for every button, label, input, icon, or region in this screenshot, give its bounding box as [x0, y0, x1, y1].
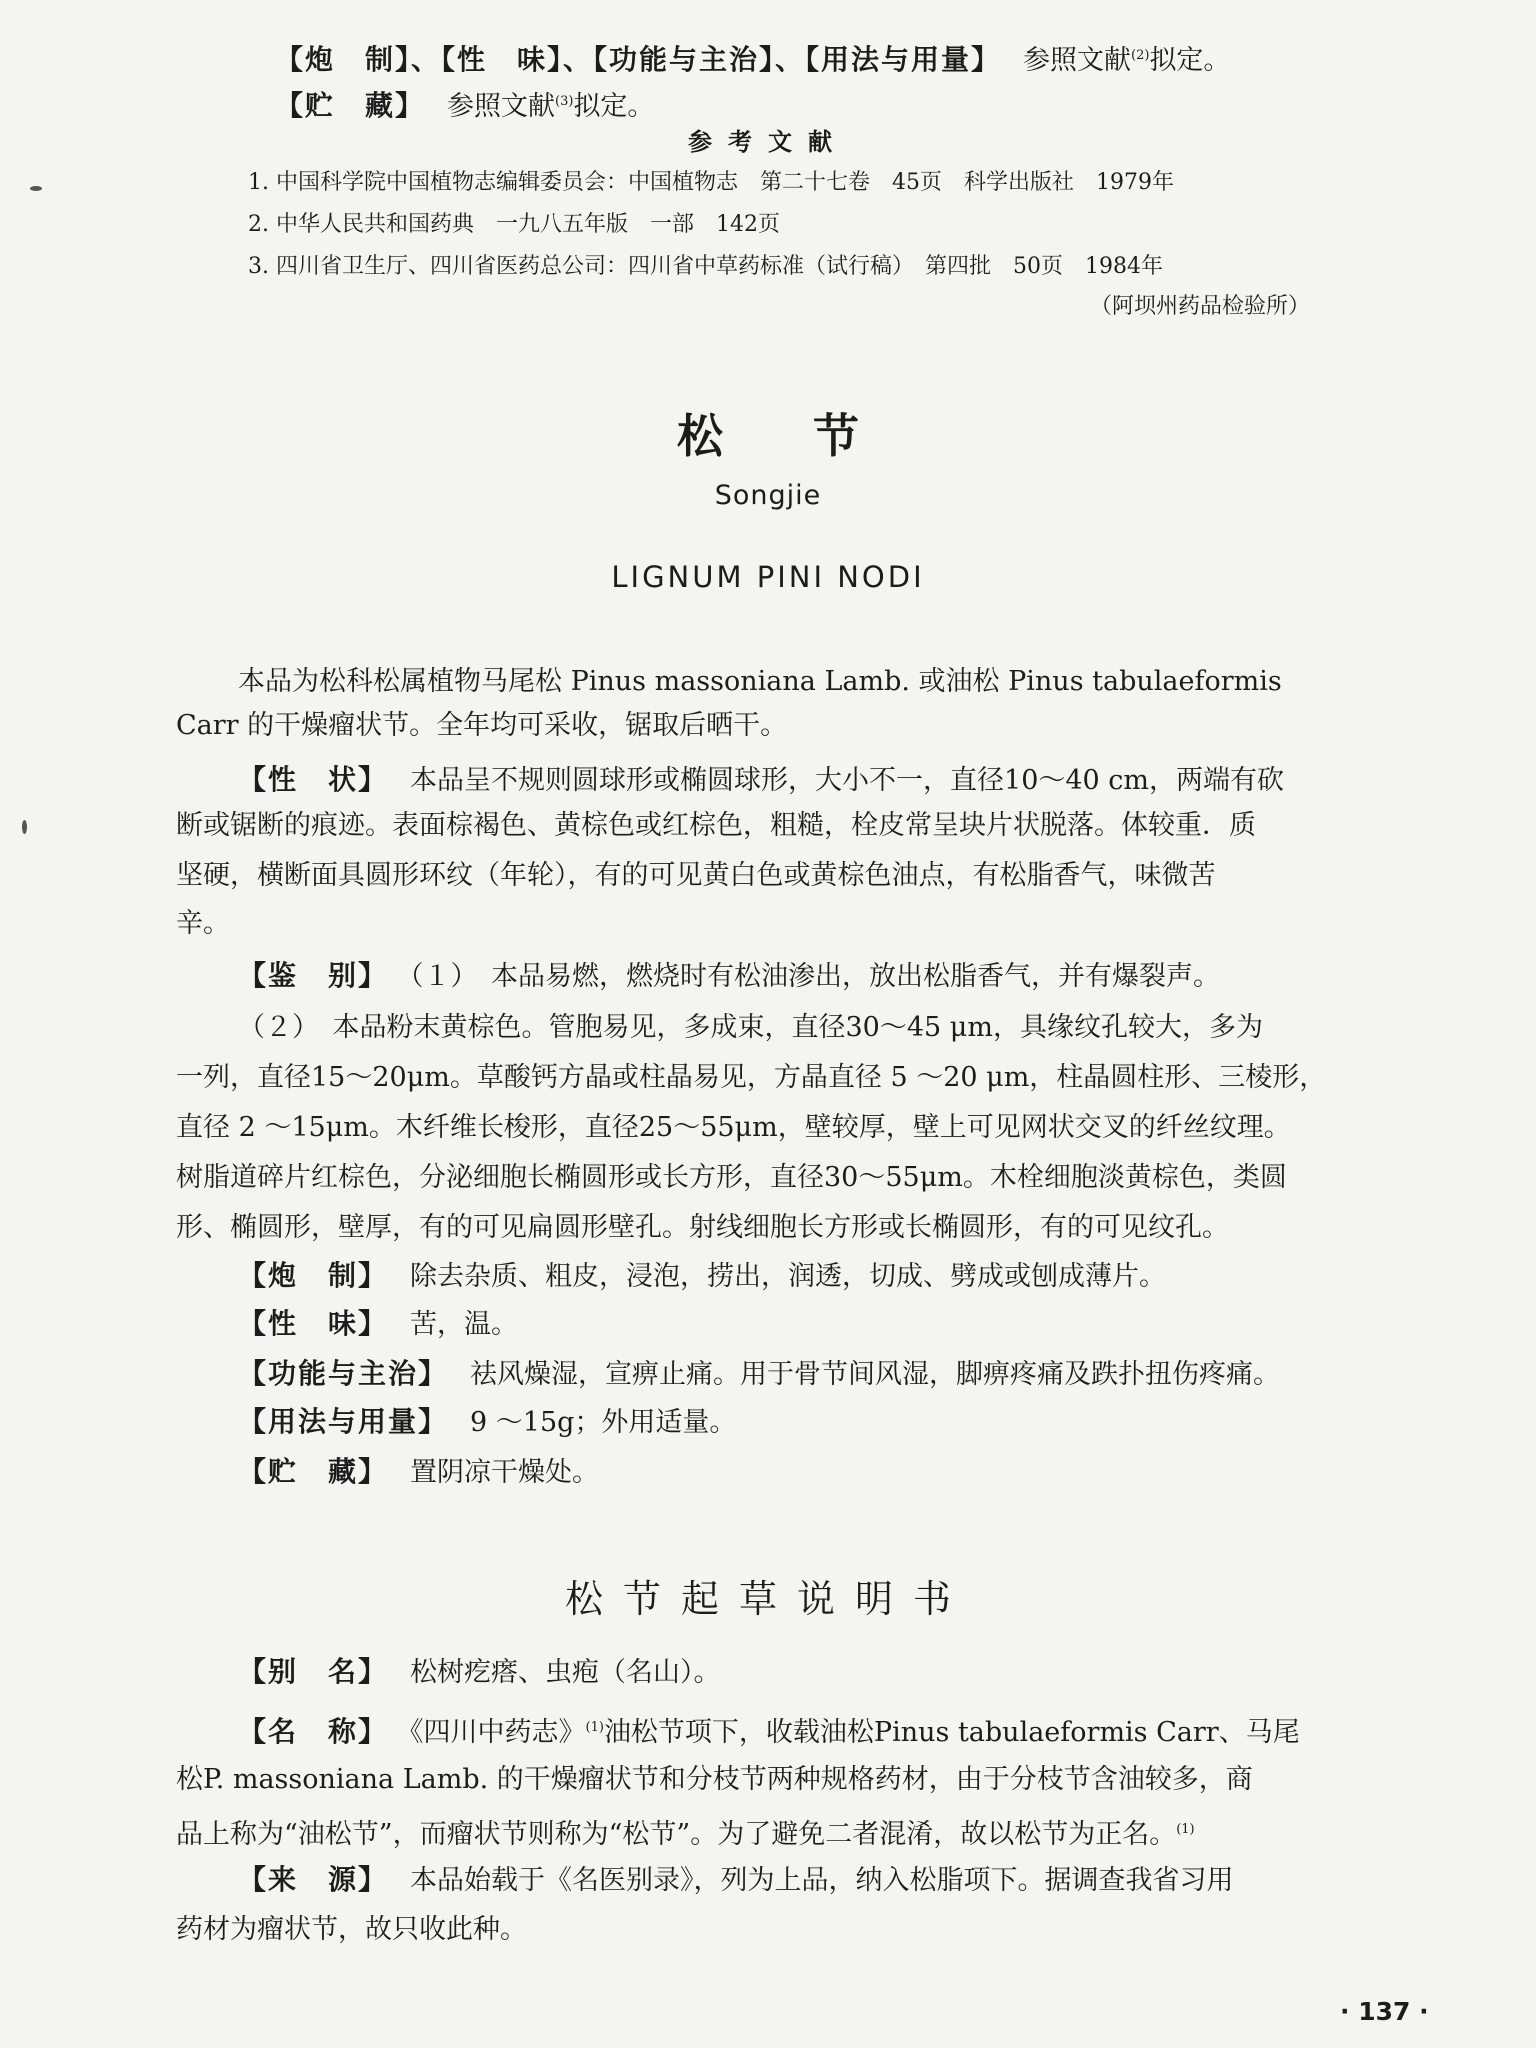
- xingwei-line: [238, 1306, 518, 1343]
- top-line-2-header: 【贮 藏】: [275, 89, 426, 122]
- monograph-title: 松节: [677, 409, 949, 463]
- reference-item: 1. 中国科学院中国植物志编辑委员会：中国植物志 第二十七卷 45页 科学出版社 1979年: [248, 170, 1174, 195]
- draft-title: 松节起草说明书: [564, 1577, 971, 1621]
- top-line-2: [275, 84, 654, 125]
- paozhi-text: 除去杂质、粗皮，浸泡，捞出，润透，切成、劈成或刨成薄片。: [410, 1261, 1167, 1292]
- scan-artifact: [22, 820, 27, 834]
- laiyuan-line-1: [238, 1862, 1234, 1899]
- bieming-text: 松树疙瘩、虫疱（名山）。: [410, 1657, 721, 1688]
- footnote-ref: (2): [1131, 48, 1150, 63]
- top-line-1-headers: 【炮 制】、【性 味】、【功能与主治】、【用法与用量】: [275, 43, 1002, 76]
- section-header-yongfa: 【用法与用量】: [238, 1405, 449, 1438]
- jianbie-line-6: 形、椭圆形，壁厚，有的可见扁圆形壁孔。射线细胞长方形或长椭圆形，有的可见纹孔。: [176, 1212, 1229, 1243]
- gongneng-line: [238, 1356, 1280, 1393]
- jianbie-line-1: [238, 958, 1220, 995]
- bieming-line: [238, 1654, 721, 1691]
- laiyuan-line-2: 药材为瘤状节，故只收此种。: [176, 1914, 527, 1945]
- scan-artifact: [30, 186, 42, 191]
- section-header-laiyuan: 【来 源】: [238, 1863, 389, 1896]
- top-line-1: [275, 38, 1230, 79]
- monograph-pinyin: Songjie: [714, 480, 822, 511]
- section-header-xingzhuang: 【性 状】: [238, 763, 389, 796]
- mingcheng-text-cont: 油松节项下，收载油松Pinus tabulaeformis Carr、马尾: [603, 1717, 1300, 1748]
- xingzhuang-text: 本品呈不规则圆球形或椭圆球形，大小不一，直径10～40 cm，两端有砍: [410, 765, 1285, 796]
- footnote-ref: (1): [585, 1720, 604, 1735]
- mingcheng-text-3: 品上称为“油松节”，而瘤状节则称为“松节”。为了避免二者混淆，故以松节为正名。: [176, 1819, 1177, 1850]
- top-line-2-tail: 拟定。: [573, 91, 655, 122]
- section-header-mingcheng: 【名 称】: [238, 1715, 389, 1748]
- xingzhuang-line-2: 断或锯断的痕迹。表面棕褐色、黄棕色或红棕色，粗糙，栓皮常呈块片状脱落。体较重．质: [176, 810, 1256, 841]
- page-number: · 137 ·: [1340, 1997, 1429, 2026]
- references-heading: 参考文献: [688, 128, 848, 156]
- section-header-bieming: 【别 名】: [238, 1655, 389, 1688]
- jianbie-line-3: 一列，直径15～20μm。草酸钙方晶或柱晶易见，方晶直径 5 ～20 μm，柱晶圆柱形、三棱形，: [176, 1062, 1327, 1093]
- jianbie-text: （１） 本品易燃，燃烧时有松油渗出，放出松脂香气，并有爆裂声。: [410, 961, 1221, 992]
- xingzhuang-line-3: 坚硬，横断面具圆形环纹（年轮），有的可见黄白色或黄棕色油点，有松脂香气，味微苦: [176, 860, 1216, 891]
- section-header-zhucang: 【贮 藏】: [238, 1455, 389, 1488]
- section-header-gongneng: 【功能与主治】: [238, 1357, 449, 1390]
- mingcheng-line-1: [238, 1710, 1300, 1751]
- xingzhuang-line-4: 辛。: [176, 908, 230, 939]
- section-header-xingwei: 【性 味】: [238, 1307, 389, 1340]
- mingcheng-line-2: 松P. massoniana Lamb. 的干燥瘤状节和分枝节两种规格药材，由于分枝节含油较多，商: [176, 1764, 1253, 1795]
- laiyuan-text: 本品始载于《名医别录》，列为上品，纳入松脂项下。据调查我省习用: [410, 1865, 1234, 1896]
- mingcheng-text: 《四川中药志》: [410, 1717, 586, 1748]
- jianbie-line-4: 直径 2 ～15μm。木纤维长梭形，直径25～55μm，壁较厚，壁上可见网状交叉的纤丝纹理。: [176, 1112, 1291, 1143]
- footnote-ref: (3): [555, 94, 574, 109]
- intro-line-2: Carr 的干燥瘤状节。全年均可采收，锯取后晒干。: [176, 710, 788, 741]
- jianbie-line-5: 树脂道碎片红棕色，分泌细胞长椭圆形或长方形，直径30～55μm。木栓细胞淡黄棕色，类圆: [176, 1162, 1287, 1193]
- xingzhuang-line-1: [238, 762, 1284, 799]
- top-line-1-text: 参照文献: [1023, 45, 1132, 76]
- mingcheng-line-3: [176, 1812, 1195, 1853]
- yongfa-text: 9 ～15g；外用适量。: [470, 1407, 737, 1438]
- reference-item: 2. 中华人民共和国药典 一九八五年版 一部 142页: [248, 212, 780, 237]
- section-header-jianbie: 【鉴 别】: [238, 959, 389, 992]
- yongfa-line: [238, 1404, 736, 1441]
- section-header-paozhi: 【炮 制】: [238, 1259, 389, 1292]
- intro-line-1: 本品为松科松属植物马尾松 Pinus massoniana Lamb. 或油松 Pinus tabulaeformis: [238, 666, 1282, 697]
- gongneng-text: 祛风燥湿，宣痹止痛。用于骨节间风湿，脚痹疼痛及跌扑扭伤疼痛。: [470, 1359, 1281, 1390]
- top-line-2-text: 参照文献: [447, 91, 556, 122]
- reference-attribution: （阿坝州药品检验所）: [1090, 294, 1311, 319]
- zhucang-line: [238, 1454, 599, 1491]
- monograph-latin-name: LIGNUM PINI NODI: [611, 560, 925, 594]
- footnote-ref: (1): [1176, 1822, 1195, 1837]
- xingwei-text: 苦，温。: [410, 1309, 519, 1340]
- zhucang-text: 置阴凉干燥处。: [410, 1457, 600, 1488]
- reference-item: 3. 四川省卫生厅、四川省医药总公司：四川省中草药标准（试行稿） 第四批 50页 1984年: [248, 254, 1163, 279]
- top-line-1-tail: 拟定。: [1149, 45, 1231, 76]
- paozhi-line: [238, 1258, 1166, 1295]
- jianbie-line-2: （２） 本品粉末黄棕色。管胞易见，多成束，直径30～45 μm，具缘纹孔较大，多为: [238, 1012, 1263, 1043]
